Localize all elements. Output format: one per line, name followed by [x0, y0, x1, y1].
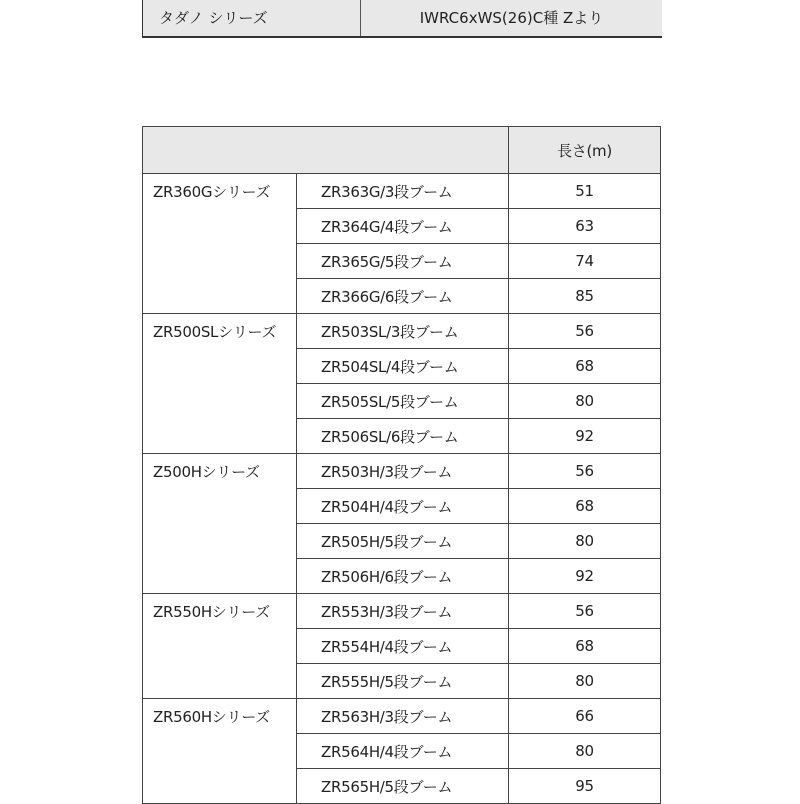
table-row: [143, 174, 661, 209]
model-cell: ZR554H/4段ブーム: [297, 629, 509, 664]
length-cell: 80: [509, 524, 661, 559]
length-cell: 92: [509, 559, 661, 594]
model-cell: ZR363G/3段ブーム: [297, 174, 509, 209]
model-cell: ZR505SL/5段ブーム: [297, 384, 509, 419]
length-cell: 68: [509, 629, 661, 664]
length-cell: 80: [509, 734, 661, 769]
model-cell: ZR563H/3段ブーム: [297, 699, 509, 734]
length-cell: 95: [509, 769, 661, 804]
length-cell: 68: [509, 489, 661, 524]
model-cell: ZR565H/5段ブーム: [297, 769, 509, 804]
model-cell: ZR503SL/3段ブーム: [297, 314, 509, 349]
length-cell: 56: [509, 594, 661, 629]
model-cell: ZR564H/4段ブーム: [297, 734, 509, 769]
model-cell: ZR506SL/6段ブーム: [297, 419, 509, 454]
length-cell: 68: [509, 349, 661, 384]
model-cell: ZR504SL/4段ブーム: [297, 349, 509, 384]
rope-spec: IWRC6xWS(26)C種 Zより: [419, 8, 604, 27]
length-cell: 66: [509, 699, 661, 734]
series-cell: ZR360Gシリーズ: [143, 174, 297, 314]
header-blank: [143, 127, 509, 174]
model-cell: ZR505H/5段ブーム: [297, 524, 509, 559]
table-row: [143, 594, 661, 629]
header-row: [143, 127, 661, 174]
length-cell: 56: [509, 454, 661, 489]
length-cell: 85: [509, 279, 661, 314]
model-cell: ZR503H/3段ブーム: [297, 454, 509, 489]
model-cell: ZR553H/3段ブーム: [297, 594, 509, 629]
model-cell: ZR364G/4段ブーム: [297, 209, 509, 244]
model-cell: ZR366G/6段ブーム: [297, 279, 509, 314]
model-cell: ZR555H/5段ブーム: [297, 664, 509, 699]
model-cell: ZR506H/6段ブーム: [297, 559, 509, 594]
length-header: 長さ(m): [509, 127, 661, 174]
boom-length-table: [142, 126, 661, 804]
series-cell: ZR500SLシリーズ: [143, 314, 297, 454]
length-cell: 92: [509, 419, 661, 454]
series-label: タダノ シリーズ: [143, 0, 361, 36]
length-cell: 63: [509, 209, 661, 244]
series-cell: ZR560Hシリーズ: [143, 699, 297, 804]
rope-spec-table: [142, 0, 662, 38]
length-cell: 80: [509, 384, 661, 419]
table-row: [143, 699, 661, 734]
model-cell: ZR504H/4段ブーム: [297, 489, 509, 524]
model-cell: ZR365G/5段ブーム: [297, 244, 509, 279]
table-row: [143, 454, 661, 489]
table-row: [143, 314, 661, 349]
length-cell: 80: [509, 664, 661, 699]
series-cell: ZR550Hシリーズ: [143, 594, 297, 699]
series-cell: Z500Hシリーズ: [143, 454, 297, 594]
length-cell: 51: [509, 174, 661, 209]
length-cell: 74: [509, 244, 661, 279]
length-cell: 56: [509, 314, 661, 349]
